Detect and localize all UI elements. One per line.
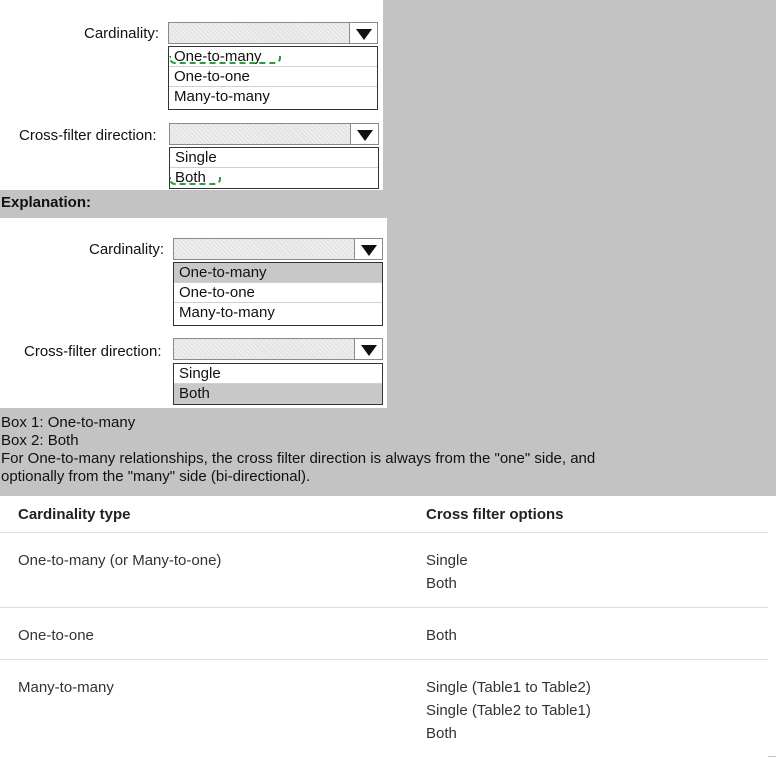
cardinality-label: Cardinality: [84,25,159,42]
crossfilter-cell [426,608,768,660]
explanation-text [1,414,595,486]
crossfilter-option-selected[interactable]: Both [174,384,382,404]
table-row [0,660,768,757]
cardinality-cell: One-to-one [0,608,426,660]
crossfilter-option-text: Single (Table1 to Table2) [426,676,768,699]
table-header-row [0,496,768,533]
chevron-down-icon[interactable] [354,339,382,359]
cardinality-cell: Many-to-many [0,660,426,757]
cardinality-option[interactable]: One-to-one [174,283,382,303]
crossfilter-option[interactable]: Single [170,148,378,168]
cardinality-option[interactable]: One-to-one [169,67,377,87]
answer-panel [0,218,387,408]
crossfilter-option-text: Single (Table2 to Table1) [426,699,768,722]
cardinality-option[interactable]: Many-to-many [174,303,382,323]
explanation-heading: Explanation: [1,194,91,212]
cardinality-dropdown[interactable] [173,238,383,260]
chevron-down-icon[interactable] [354,239,382,259]
crossfilter-option[interactable]: Single [174,364,382,384]
cardinality-table [0,496,768,757]
crossfilter-options-list [173,363,383,405]
explanation-line: Box 2: Both [1,432,595,450]
crossfilter-option-text: Both [426,572,768,595]
crossfilter-option-text: Both [426,722,768,745]
crossfilter-option-text: Both [426,624,768,647]
table-row [0,533,768,608]
cardinality-options-list [173,262,383,326]
chevron-down-icon[interactable] [350,124,378,144]
crossfilter-dropdown[interactable] [169,123,379,145]
answer-highlight-mark [169,56,281,64]
chevron-down-icon[interactable] [349,23,377,43]
cardinality-option[interactable]: One-to-many [169,47,377,67]
table-row [0,608,768,660]
crossfilter-option[interactable]: Both [170,168,378,188]
crossfilter-dropdown[interactable] [173,338,383,360]
crossfilter-option-text: Single [426,549,768,572]
question-panel [0,0,383,190]
crossfilter-label: Cross-filter direction: [19,127,157,144]
crossfilter-cell [426,533,768,608]
explanation-line: optionally from the "many" side (bi-directional). [1,468,595,486]
column-header-crossfilter: Cross filter options [426,496,768,533]
cardinality-option-selected[interactable]: One-to-many [174,263,382,283]
explanation-line: For One-to-many relationships, the cross filter direction is always from the "one" side, and [1,450,595,468]
crossfilter-label: Cross-filter direction: [24,343,162,360]
cardinality-option[interactable]: Many-to-many [169,87,377,107]
crossfilter-cell [426,660,768,757]
cardinality-label: Cardinality: [89,241,164,258]
answer-highlight-mark [169,177,221,185]
column-header-cardinality: Cardinality type [0,496,426,533]
cardinality-cell: One-to-many (or Many-to-one) [0,533,426,608]
explanation-line: Box 1: One-to-many [1,414,595,432]
cardinality-dropdown[interactable] [168,22,378,44]
